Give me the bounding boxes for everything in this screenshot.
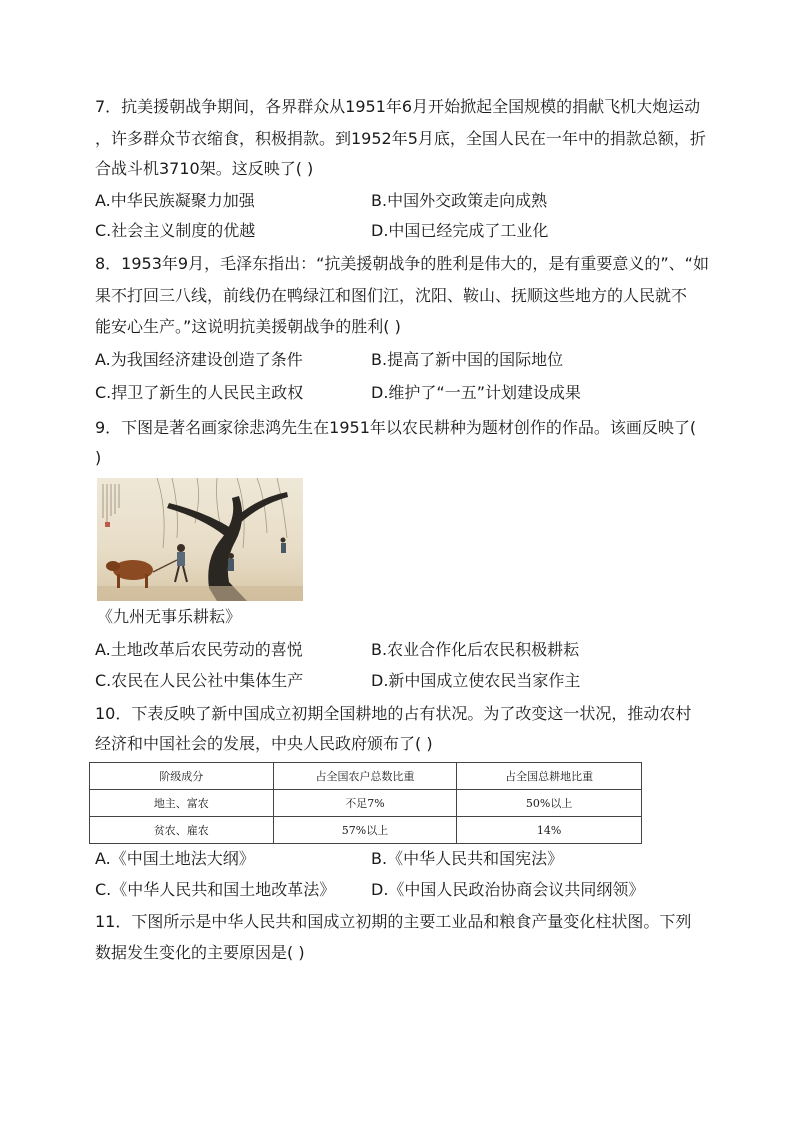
q10-option-d[interactable]: D.《中国人民政治协商会议共同纲领》 [371,880,645,899]
q8-stem-line1: 8．1953年9月，毛泽东指出：“抗美援朝战争的胜利是伟大的，是有重要意义的”、“如 [95,254,709,273]
q8-option-a[interactable]: A.为我国经济建设创造了条件 [95,350,303,369]
painting-illustration [97,478,303,601]
q8-stem-line3: 能安心生产。”这说明抗美援朝战争的胜利( ) [95,317,401,336]
q10-option-a[interactable]: A.《中国土地法大纲》 [95,849,255,868]
table-cell: 14% [457,817,642,844]
table-header-cell: 占全国农户总数比重 [273,763,457,790]
table-header-cell: 占全国总耕地比重 [457,763,642,790]
q7-stem-line2: ，许多群众节衣缩食，积极捐款。到1952年5月底，全国人民在一年中的捐款总额，折 [95,129,706,148]
q7-option-d[interactable]: D.中国已经完成了工业化 [371,221,549,240]
q7-stem-line3: 合战斗机3710架。这反映了( ) [95,159,314,178]
land-ownership-table [89,762,642,844]
table-cell: 不足7% [273,790,457,817]
q8-option-c[interactable]: C.捍卫了新生的人民民主政权 [95,383,304,402]
table-row [90,790,642,817]
table-cell: 50%以上 [457,790,642,817]
painting-image [97,478,303,601]
table-cell: 57%以上 [273,817,457,844]
q7-option-a[interactable]: A.中华民族凝聚力加强 [95,191,255,210]
q10-option-b[interactable]: B.《中华人民共和国宪法》 [371,849,564,868]
q9-option-a[interactable]: A.土地改革后农民劳动的喜悦 [95,640,303,659]
q8-option-b[interactable]: B.提高了新中国的国际地位 [371,350,564,369]
q8-stem-line2: 果不打回三八线，前线仍在鸭绿江和图们江，沈阳、鞍山、抚顺这些地方的人民就不 [95,286,688,305]
q7-stem-line1: 7．抗美援朝战争期间，各界群众从1951年6月开始掀起全国规模的捐献飞机大炮运动 [95,97,701,116]
q10-option-c[interactable]: C.《中华人民共和国土地改革法》 [95,880,336,899]
q7-option-b[interactable]: B.中国外交政策走向成熟 [371,191,548,210]
painting-caption: 《九州无事乐耕耘》 [97,607,242,626]
q7-option-c[interactable]: C.社会主义制度的优越 [95,221,256,240]
q11-stem-line1: 11．下图所示是中华人民共和国成立初期的主要工业品和粮食产量变化柱状图。下列 [95,912,692,931]
q8-option-d[interactable]: D.维护了“一五”计划建设成果 [371,383,581,402]
q9-stem-line2: ) [95,448,102,467]
table-header-cell: 阶级成分 [90,763,274,790]
table-cell: 贫农、雇农 [90,817,274,844]
q9-stem-line1: 9．下图是著名画家徐悲鸿先生在1951年以农民耕种为题材创作的作品。该画反映了( [95,418,697,437]
q10-stem-line1: 10．下表反映了新中国成立初期全国耕地的占有状况。为了改变这一状况，推动农村 [95,704,692,723]
table-row [90,817,642,844]
q9-option-b[interactable]: B.农业合作化后农民积极耕耘 [371,640,580,659]
table-header-row [90,763,642,790]
q9-option-c[interactable]: C.农民在人民公社中集体生产 [95,671,304,690]
q11-stem-line2: 数据发生变化的主要原因是( ) [95,943,305,962]
q9-option-d[interactable]: D.新中国成立使农民当家作主 [371,671,581,690]
q10-stem-line2: 经济和中国社会的发展，中央人民政府颁布了( ) [95,734,433,753]
table-cell: 地主、富农 [90,790,274,817]
